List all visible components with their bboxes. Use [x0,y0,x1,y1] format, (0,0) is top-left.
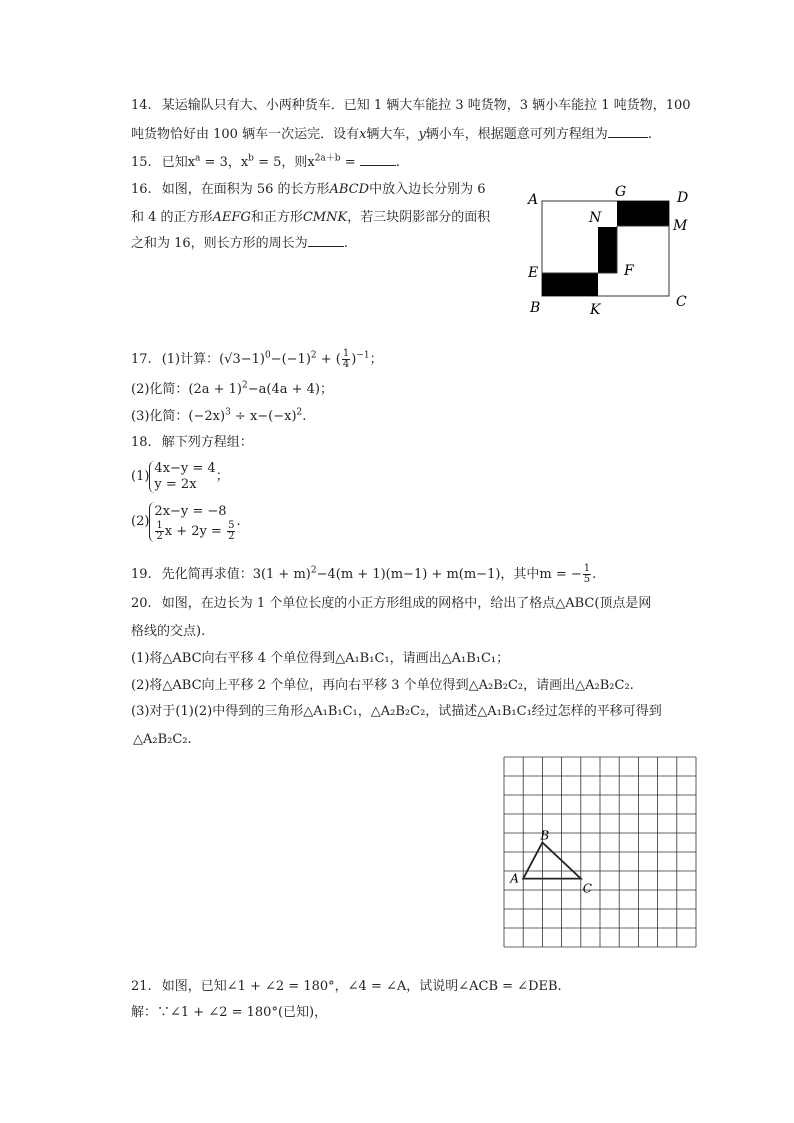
q17-p3-b: ÷ x−(−x) [230,409,297,424]
q21-text-a: 如图，已知∠1 + ∠2 = 180°，∠4 = ∠A，试说明∠ACB = ∠DEB. [161,979,562,994]
q16-text-b: 中放入边长分别为 6 [369,182,486,197]
q17-p1-a: (1)计算：(√3−1) [161,352,265,367]
q20-p3-end [133,731,192,749]
q20-text-b: 格线的交点). [131,624,206,639]
q17-p1-c: + ( [316,352,341,367]
label-N: N [589,210,602,226]
q16-answer-blank[interactable] [308,234,344,247]
q18-title-line [131,434,253,452]
q18-s2-label: (2) [131,514,150,529]
q19-line [131,564,596,585]
q15-sup-c: 2a＋b [314,153,341,164]
label-G: G [615,184,627,200]
q16-abcd: ABCD [329,182,370,197]
q18-s2-brace [149,502,236,542]
q20-line2 [131,623,205,641]
q18-s1-end: ； [215,469,229,484]
q20-p1-text: (1)将△ABC向右平移 4 个单位得到△A₁B₁C₁，请画出△A₁B₁C₁； [131,651,510,666]
q17-p1-frac [342,349,350,370]
q18-s2-frac-right [227,521,235,542]
q17-p3-a: (3)化简：(−2x) [131,409,226,424]
q17-p3-end: . [302,409,307,424]
q15-answer-blank[interactable] [360,153,396,166]
q16-text-a: 如图，在面积为 56 的长方形 [161,182,330,197]
q17-p1-d: ) [351,352,357,367]
q17-p1-end: ； [369,352,383,367]
label-K: K [590,302,601,318]
triangle-abc [523,843,581,879]
q17-p2-sup: 2 [242,380,248,391]
q18-s2-end: . [236,514,241,529]
q17-p2-b: −a(4a + 4)； [247,382,333,397]
shaded-top [617,201,669,226]
q14-text-a: 吨货物恰好由 100 辆车一次运完．设有 [131,127,360,142]
label-D: D [677,190,689,206]
q20-grid-figure [503,756,697,948]
q17-p1-b: −(−1) [270,352,311,367]
q20-p2 [131,677,634,695]
q14-var-y: y [418,127,426,142]
q18-s2-rnum: 5 [228,520,235,531]
q20-text-a: 如图，在边长为 1 个单位长度的小正方形组成的网格中，给出了格点△ABC(顶点是网 [161,596,652,611]
q19-text-a: 先化简再求值：3(1 + m) [161,567,311,582]
q15-sup-a: a [195,153,201,164]
label-A: A [528,192,539,208]
q16-end: . [343,236,348,251]
q14-number: 14. [131,98,152,113]
q21-text-b: 解：∵∠1 + ∠2 = 180°(已知)， [131,1005,328,1020]
q18-s1-brace [149,461,215,493]
q18-s2-eq1: 2x−y = −8 [154,504,227,519]
shaded-bottom [542,273,598,296]
shaded-middle [598,227,617,273]
q16-text-f: 之和为 16，则长方形的周长为 [131,236,308,251]
q16-figure [520,180,700,320]
q14-end: . [647,127,652,142]
q17-line2 [131,381,333,399]
q19-sup2: 2 [310,565,317,576]
q16-line3 [131,234,348,253]
q16-line2 [131,209,490,227]
q17-p1-frac-num: 1 [342,348,350,359]
q20-line1 [131,595,651,613]
q18-s2-frac-den: 2 [156,531,163,542]
q21-line2 [131,1004,327,1022]
q17-p1-frac-den: 4 [342,359,350,370]
q18-s1-eq1: 4x−y = 4 [154,461,216,476]
q17-p1-sup2: 2 [310,350,317,361]
q14-answer-blank[interactable] [608,125,648,138]
label-E: E [528,265,539,281]
q17-p1-sup-neg: −1 [356,350,370,361]
grid-label-A: A [510,871,519,886]
q15-text-a: 已知x [161,155,196,170]
q20-p3 [131,703,662,721]
q15-line [131,153,400,172]
q16-text-c: 和 4 的正方形 [131,210,213,225]
q21-line1 [131,978,562,996]
q18-system1 [131,461,229,493]
q17-p3-sup2: 2 [296,407,303,418]
q20-p3-end-text: △A₂B₂C₂. [133,732,192,747]
grid-lines [504,757,696,947]
q18-s1-eq2: y = 2x [154,477,197,492]
q14-text: 某运输队只有大、小两种货车．已知 1 辆大车能拉 3 吨货物，3 辆小车能拉 1 吨货物，100 [161,98,691,113]
q17-p1-sup0: 0 [264,350,271,361]
q18-number: 18. [131,435,152,450]
q19-frac [583,564,591,585]
q18-s2-rden: 2 [228,531,235,542]
q16-text-e: ，若三块阴影部分的面积 [347,210,491,225]
q14-line2 [131,125,652,144]
q16-aefg: AEFG [212,210,251,225]
grid-label-C: C [582,881,592,896]
q14-var-x: x [359,127,367,142]
q16-line1 [131,181,485,199]
q16-number: 16. [131,182,152,197]
grid-label-B: B [540,828,550,843]
q17-number: 17. [131,352,152,367]
q20-p3-text: (3)对于(1)(2)中得到的三角形△A₁B₁C₁，△A₂B₂C₂，试描述△A₁B₁C₁经过怎样的平移可得到 [131,704,662,719]
q21-number: 21. [131,979,152,994]
q15-number: 15. [131,155,152,170]
q20-p2-text: (2)将△ABC向上平移 2 个单位，再向右平移 3 个单位得到△A₂B₂C₂，请画出△A₂B₂C₂. [131,678,634,693]
q15-text-d: = [340,155,360,170]
q20-number: 20. [131,596,152,611]
q18-s2-frac-num: 1 [156,520,163,531]
q14-line1 [131,97,691,115]
label-C: C [676,294,687,310]
q15-sup-b: b [248,153,254,164]
q18-s1-label: (1) [131,469,150,484]
label-M: M [673,218,688,234]
q20-p1 [131,650,509,668]
label-F: F [624,263,634,279]
label-B: B [530,300,541,316]
q19-number: 19. [131,567,152,582]
q17-p3-sup3: 3 [225,407,231,418]
q15-text-b: = 3，x [200,155,249,170]
q14-text-c: 辆小车，根据题意可列方程组为 [425,127,608,142]
q14-text-b: 辆大车， [366,127,419,142]
q18-s2-eq2-mid: x + 2y = [164,524,227,539]
q17-line1 [131,349,383,370]
q15-text-c: = 5，则x [253,155,315,170]
q17-p2-a: (2)化简：(2a + 1) [131,382,243,397]
q19-frac-den: 5 [583,574,591,585]
q16-text-d: 和正方形 [250,210,303,225]
q18-s2-frac-left [155,521,163,542]
q18-system2 [131,502,241,542]
q19-end: . [592,567,597,582]
q17-line3 [131,408,306,426]
q19-text-b: −4(m + 1)(m−1) + m(m−1)，其中m = − [316,567,582,582]
q19-frac-num: 1 [583,563,591,574]
q18-title: 解下列方程组： [161,435,253,450]
q15-end: . [395,155,400,170]
q16-cmnk: CMNK [302,210,348,225]
